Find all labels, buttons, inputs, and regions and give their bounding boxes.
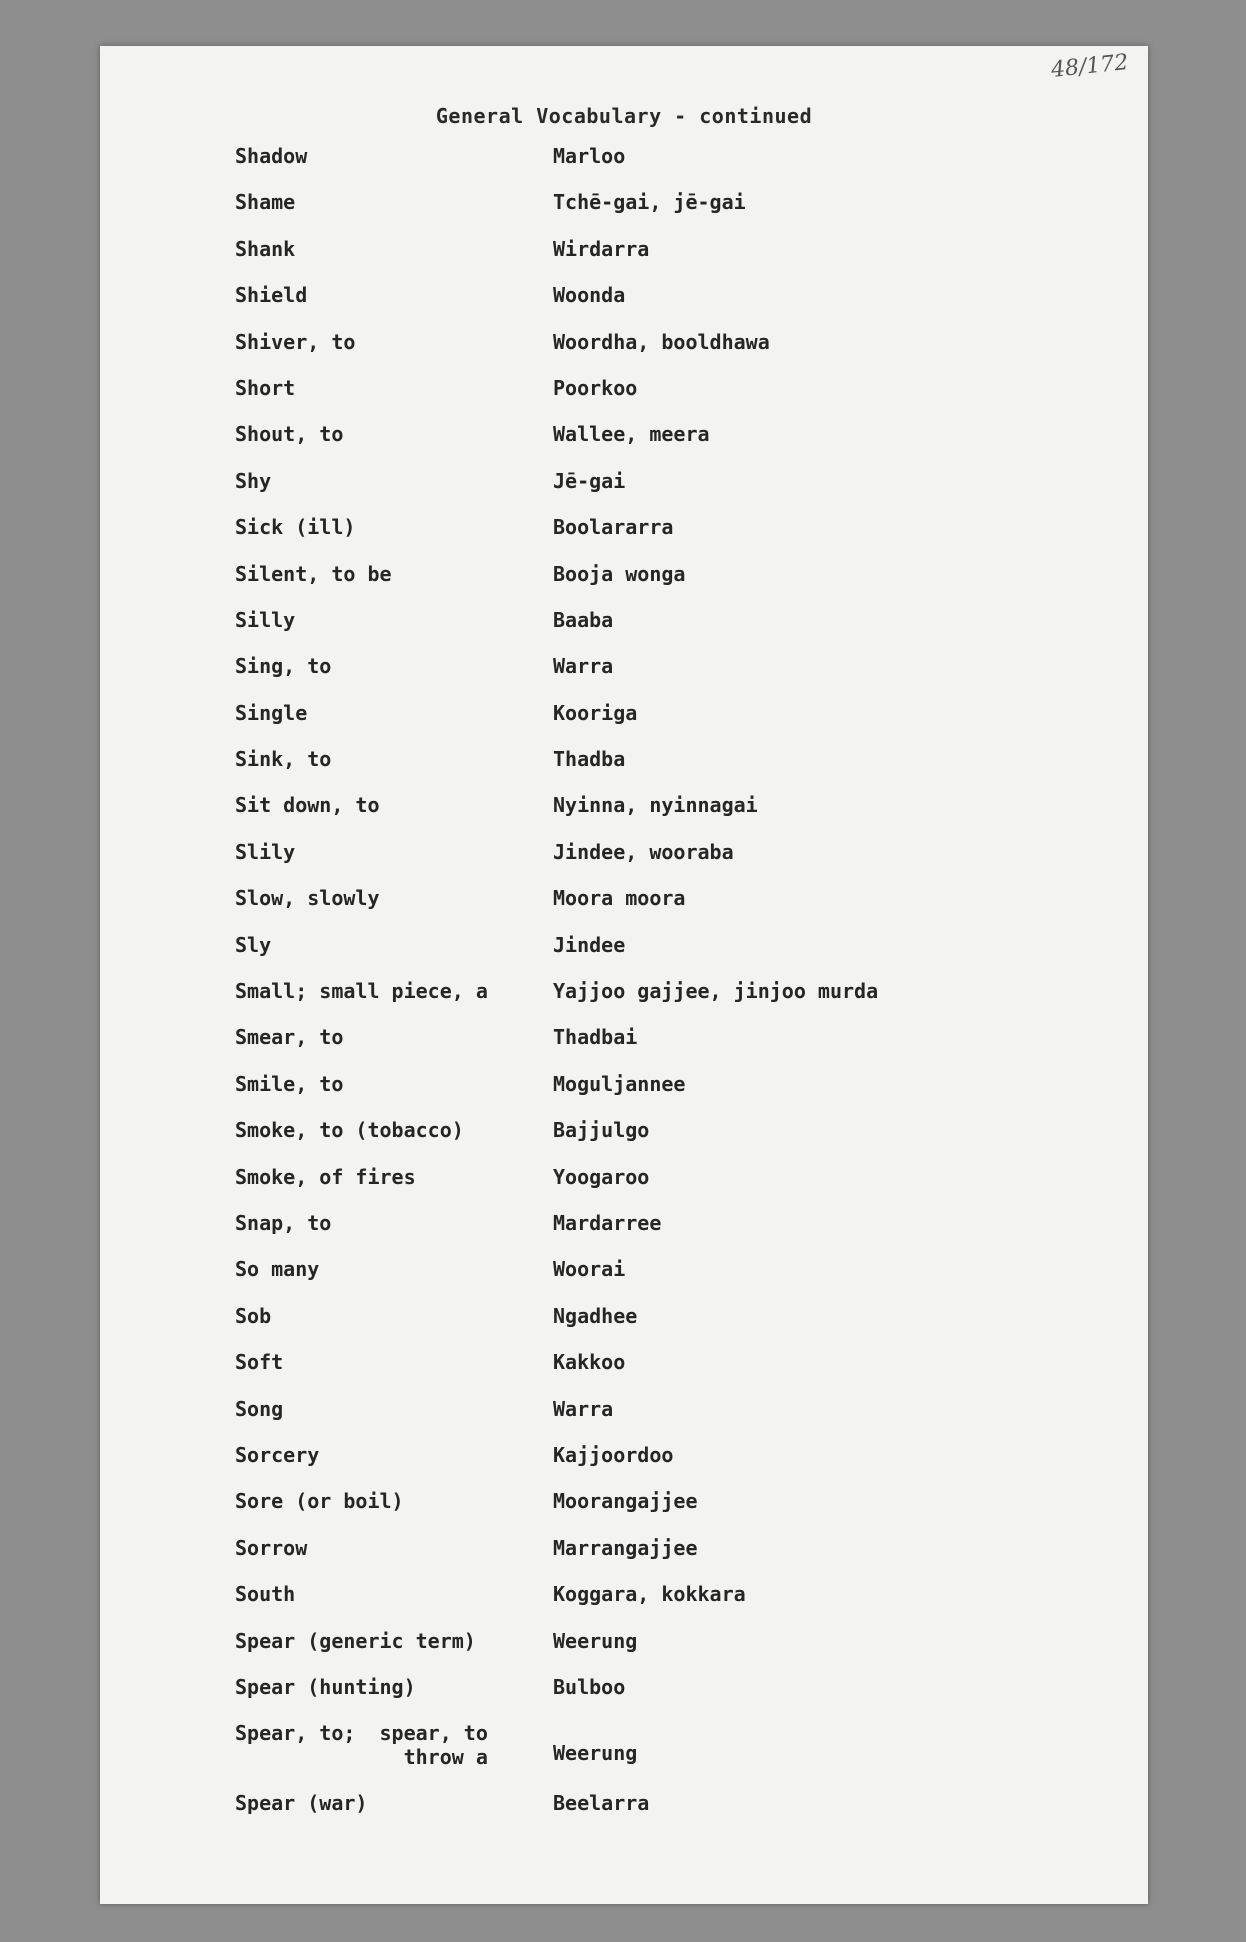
vocabulary-entry bbox=[235, 376, 1015, 422]
vocabulary-entry bbox=[235, 1025, 1015, 1071]
entry-term: Spear, to; spear, to throw a bbox=[235, 1721, 488, 1770]
vocabulary-entry bbox=[235, 793, 1015, 839]
vocabulary-entry bbox=[235, 840, 1015, 886]
vocabulary-entry bbox=[235, 1304, 1015, 1350]
entry-definition: Kakkoo bbox=[553, 1350, 626, 1375]
entry-term: Sit down, to bbox=[235, 793, 380, 818]
vocabulary-entry bbox=[235, 1211, 1015, 1257]
entry-definition: Bajjulgo bbox=[553, 1118, 650, 1143]
entry-definition: Koggara, kokkara bbox=[553, 1582, 746, 1607]
entry-term: Spear (hunting) bbox=[235, 1674, 416, 1699]
entry-term: Smoke, to (tobacco) bbox=[235, 1118, 464, 1143]
page-number: 48/172 bbox=[1049, 50, 1130, 83]
entry-definition: Wirdarra bbox=[553, 236, 650, 261]
entry-term: Sly bbox=[235, 932, 272, 957]
entry-term: Sorcery bbox=[235, 1442, 320, 1467]
entry-term: Sing, to bbox=[235, 654, 332, 679]
entry-term: Sick (ill) bbox=[235, 515, 356, 540]
entry-definition: Boolararra bbox=[553, 515, 674, 540]
entry-term: South bbox=[235, 1582, 296, 1607]
entry-term: Shiver, to bbox=[235, 329, 356, 354]
entry-definition: Warra bbox=[553, 654, 614, 679]
vocabulary-entry bbox=[235, 1350, 1015, 1396]
entry-term: Smoke, of fires bbox=[235, 1164, 416, 1189]
vocabulary-entry bbox=[235, 1257, 1015, 1303]
vocabulary-entry bbox=[235, 1072, 1015, 1118]
entry-definition: Yajjoo gajjee, jinjoo murda bbox=[553, 979, 879, 1004]
entry-definition: Jē-gai bbox=[553, 468, 626, 493]
vocabulary-entry bbox=[235, 701, 1015, 747]
entry-definition: Woonda bbox=[553, 283, 626, 308]
entry-term: Silent, to be bbox=[235, 561, 392, 586]
vocabulary-entry bbox=[235, 747, 1015, 793]
entry-term: Shy bbox=[235, 468, 272, 493]
entry-term: Silly bbox=[235, 607, 296, 632]
entry-term: Small; small piece, a bbox=[235, 979, 488, 1004]
page-title: General Vocabulary - continued bbox=[435, 104, 813, 128]
vocabulary-entry bbox=[235, 562, 1015, 608]
entry-definition: Tchē-gai, jē-gai bbox=[553, 190, 746, 215]
entry-term: Shield bbox=[235, 283, 308, 308]
vocabulary-entry bbox=[235, 1443, 1015, 1489]
entry-definition: Moguljannee bbox=[553, 1071, 686, 1096]
vocabulary-entry bbox=[235, 654, 1015, 700]
entry-term: Slow, slowly bbox=[235, 886, 380, 911]
vocabulary-entry bbox=[235, 1118, 1015, 1164]
entry-term: Snap, to bbox=[235, 1210, 332, 1235]
entry-definition: Yoogaroo bbox=[553, 1164, 650, 1189]
vocabulary-entry bbox=[235, 1791, 1015, 1837]
vocabulary-entry bbox=[235, 1721, 1015, 1791]
vocabulary-entry bbox=[235, 283, 1015, 329]
entry-definition: Bulboo bbox=[553, 1674, 626, 1699]
entry-term: Smile, to bbox=[235, 1071, 344, 1096]
entry-term: Shank bbox=[235, 236, 296, 261]
entry-definition: Thadba bbox=[553, 747, 626, 772]
entry-term: Sorrow bbox=[235, 1535, 308, 1560]
vocabulary-entry bbox=[235, 1629, 1015, 1675]
entry-definition: Wallee, meera bbox=[553, 422, 710, 447]
vocabulary-entry bbox=[235, 1536, 1015, 1582]
entry-term: Song bbox=[235, 1396, 284, 1421]
vocabulary-entry bbox=[235, 1675, 1015, 1721]
entry-term: Shout, to bbox=[235, 422, 344, 447]
vocabulary-entry bbox=[235, 469, 1015, 515]
entry-definition: Baaba bbox=[553, 607, 614, 632]
document-page bbox=[100, 46, 1148, 1904]
vocabulary-entry bbox=[235, 608, 1015, 654]
entry-term: Smear, to bbox=[235, 1025, 344, 1050]
entry-definition: Kooriga bbox=[553, 700, 638, 725]
vocabulary-entry bbox=[235, 1489, 1015, 1535]
vocabulary-entry bbox=[235, 933, 1015, 979]
entry-definition: Booja wonga bbox=[553, 561, 686, 586]
entry-definition: Warra bbox=[553, 1396, 614, 1421]
entry-definition: Marrangajjee bbox=[553, 1535, 698, 1560]
entry-term: Spear (war) bbox=[235, 1791, 368, 1816]
entry-definition: Poorkoo bbox=[553, 375, 638, 400]
vocabulary-entry bbox=[235, 1397, 1015, 1443]
entry-definition: Woordha, booldhawa bbox=[553, 329, 770, 354]
entry-term: Sob bbox=[235, 1303, 272, 1328]
entry-definition: Weerung bbox=[553, 1741, 638, 1766]
entry-definition: Weerung bbox=[553, 1628, 638, 1653]
entry-definition: Ngadhee bbox=[553, 1303, 638, 1328]
entry-term: Shame bbox=[235, 190, 296, 215]
vocabulary-entry bbox=[235, 1165, 1015, 1211]
vocabulary-entry bbox=[235, 237, 1015, 283]
entry-term: Sink, to bbox=[235, 747, 332, 772]
vocabulary-entry bbox=[235, 1582, 1015, 1628]
entry-definition: Beelarra bbox=[553, 1791, 650, 1816]
vocabulary-entry bbox=[235, 515, 1015, 561]
entry-term: Shadow bbox=[235, 144, 308, 168]
vocabulary-list bbox=[235, 144, 1015, 1838]
vocabulary-entry bbox=[235, 330, 1015, 376]
entry-definition: Jindee bbox=[553, 932, 626, 957]
entry-definition: Jindee, wooraba bbox=[553, 839, 734, 864]
entry-definition: Moorangajjee bbox=[553, 1489, 698, 1514]
entry-definition: Moora moora bbox=[553, 886, 686, 911]
entry-definition: Thadbai bbox=[553, 1025, 638, 1050]
entry-term: Spear (generic term) bbox=[235, 1628, 476, 1653]
entry-definition: Marloo bbox=[553, 144, 626, 168]
vocabulary-entry bbox=[235, 144, 1015, 190]
entry-definition: Kajjoordoo bbox=[553, 1442, 674, 1467]
vocabulary-entry bbox=[235, 422, 1015, 468]
entry-definition: Nyinna, nyinnagai bbox=[553, 793, 758, 818]
entry-definition: Woorai bbox=[553, 1257, 626, 1282]
entry-term: Single bbox=[235, 700, 308, 725]
entry-term: Sore (or boil) bbox=[235, 1489, 404, 1514]
vocabulary-entry bbox=[235, 190, 1015, 236]
entry-term: Soft bbox=[235, 1350, 284, 1375]
vocabulary-entry bbox=[235, 979, 1015, 1025]
entry-definition: Mardarree bbox=[553, 1210, 662, 1235]
entry-term: Short bbox=[235, 375, 296, 400]
entry-term: Slily bbox=[235, 839, 296, 864]
vocabulary-entry bbox=[235, 886, 1015, 932]
entry-term: So many bbox=[235, 1257, 320, 1282]
